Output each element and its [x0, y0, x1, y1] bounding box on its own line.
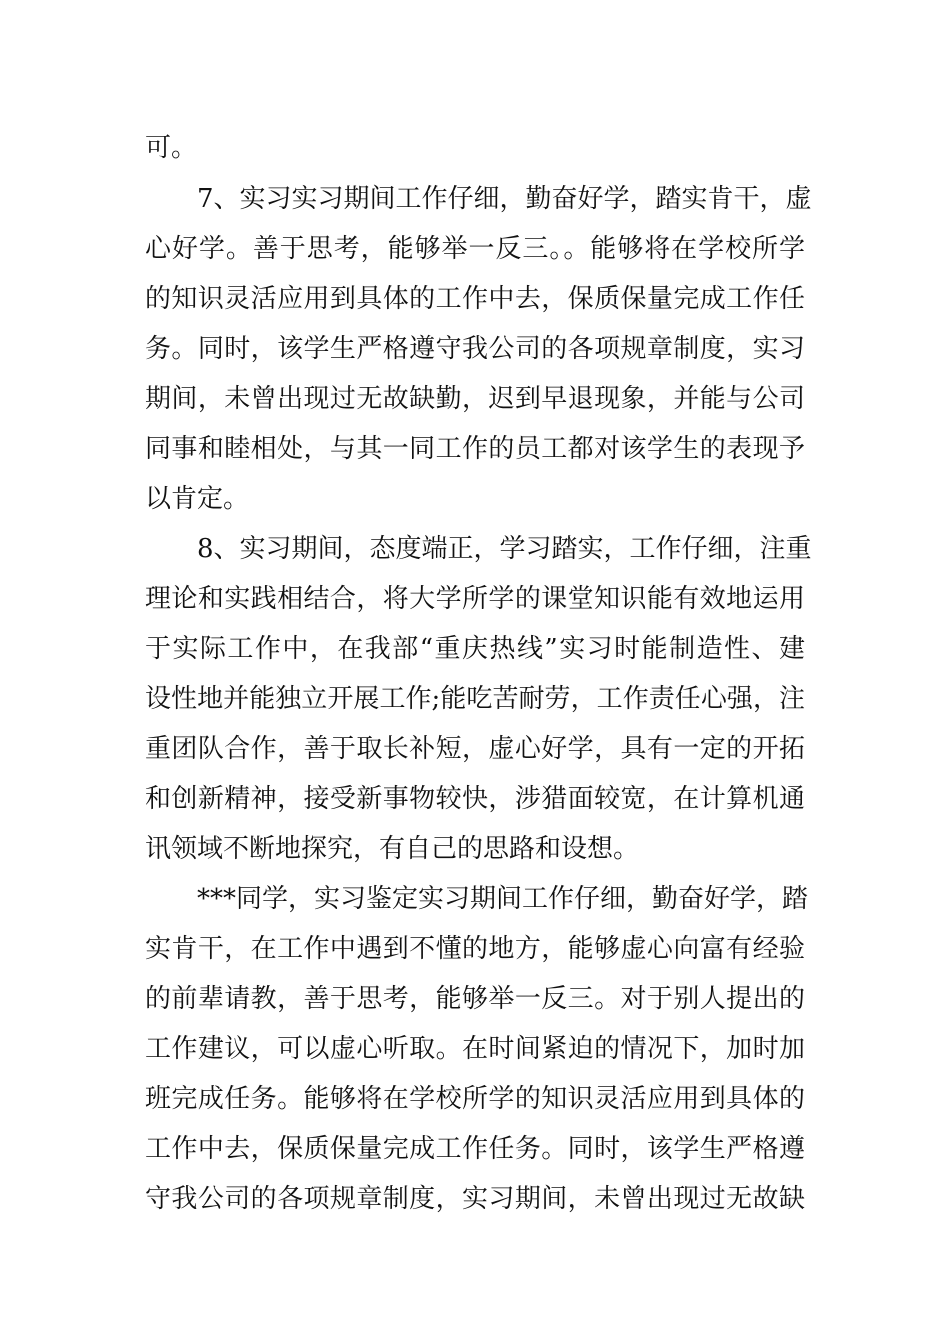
text-line: 的前辈请教，善于思考，能够举一反三。对于别人提出的: [145, 984, 805, 1014]
text-line: 工作建议，可以虚心听取。在时间紧迫的情况下，加时加: [145, 1034, 805, 1064]
text-line: 班完成任务。能够将在学校所学的知识灵活应用到具体的: [145, 1084, 805, 1114]
text-line: 务。同时，该学生严格遵守我公司的各项规章制度，实习: [145, 334, 805, 364]
text-line: 重团队合作，善于取长补短，虚心好学，具有一定的开拓: [145, 734, 805, 764]
text-line: 的知识灵活应用到具体的工作中去，保质保量完成工作任: [145, 284, 805, 314]
text-line: 可。: [145, 133, 198, 163]
text-line: 和创新精神，接受新事物较快，涉猎面较宽，在计算机通: [145, 784, 805, 814]
paragraph-7-start: 7、实习实习期间工作仔细，勤奋好学，踏实肯干，虚: [197, 184, 812, 214]
paragraph-8-start: 8、实习期间，态度端正，学习踏实，工作仔细，注重: [197, 534, 812, 564]
text-line: 工作中去，保质保量完成工作任务。同时，该学生严格遵: [145, 1134, 805, 1164]
text-line: 守我公司的各项规章制度，实习期间，未曾出现过无故缺: [145, 1184, 805, 1214]
text-line: 同事和睦相处，与其一同工作的员工都对该学生的表现予: [145, 434, 805, 464]
text-line: 期间，未曾出现过无故缺勤，迟到早退现象，并能与公司: [145, 384, 805, 414]
text-line: 以肯定。: [145, 484, 250, 514]
paragraph-3-start: ***同学，实习鉴定实习期间工作仔细，勤奋好学，踏: [197, 884, 809, 914]
text-line: 设性地并能独立开展工作;能吃苦耐劳，工作责任心强，注: [145, 684, 805, 714]
text-line: 于实际工作中，在我部“重庆热线”实习时能制造性、建: [145, 634, 805, 664]
text-line: 心好学。善于思考，能够举一反三。。能够将在学校所学: [145, 234, 805, 264]
text-line: 实肯干，在工作中遇到不懂的地方，能够虚心向富有经验: [145, 934, 805, 964]
text-line: 讯领域不断地探究，有自己的思路和设想。: [145, 834, 640, 864]
text-line: 理论和实践相结合，将大学所学的课堂知识能有效地运用: [145, 584, 805, 614]
